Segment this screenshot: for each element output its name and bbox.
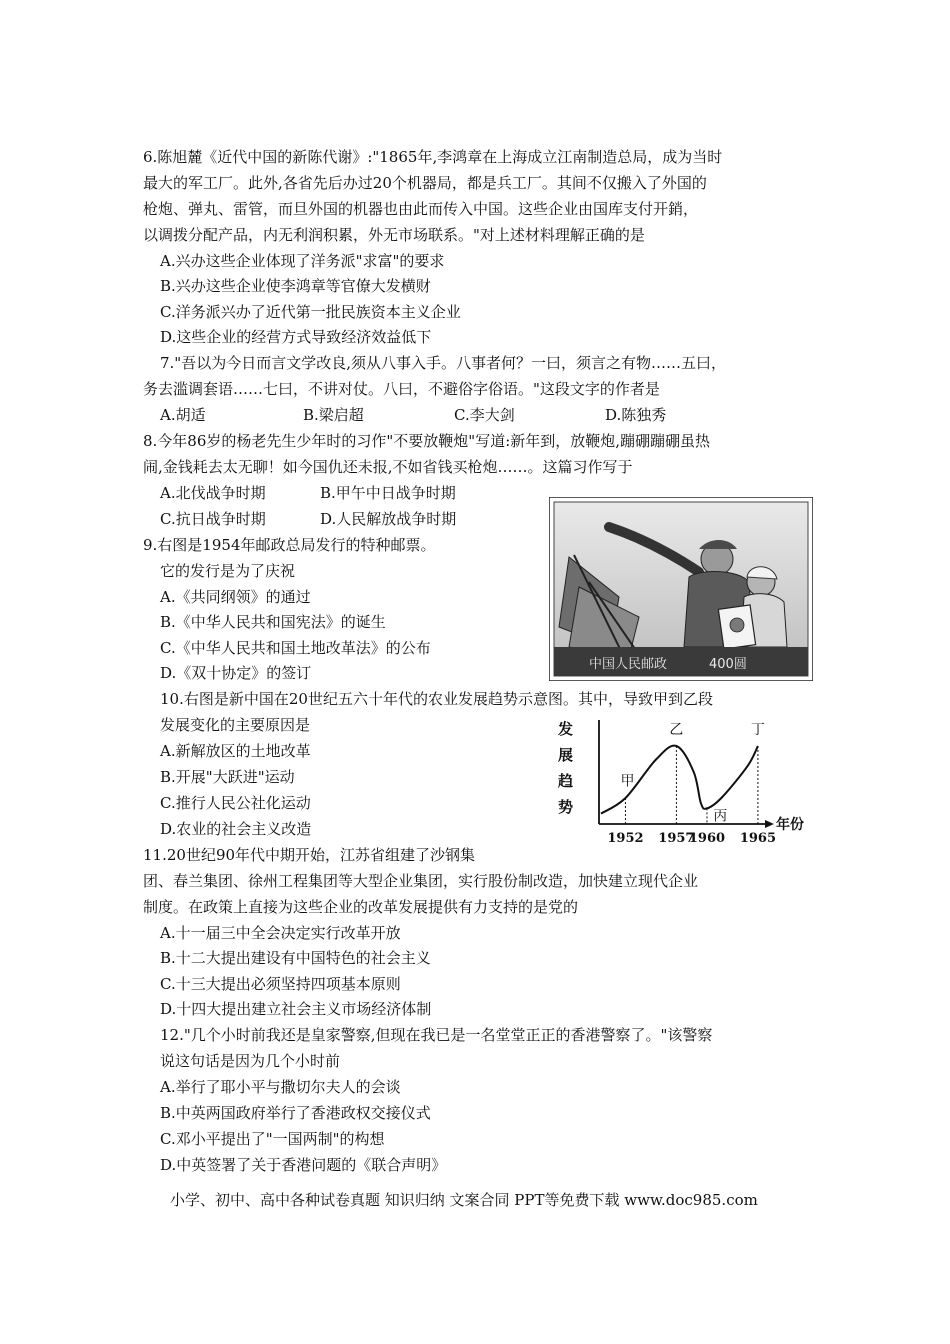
- q11-stem-line-1: 11.20世纪90年代中期开始，江苏省组建了沙钢集: [143, 846, 476, 864]
- q6-option-b: B.兴办这些企业使李鸿章等官僚大发横财: [160, 277, 431, 295]
- q12-option-c: C.邓小平提出了"一国两制"的构想: [160, 1130, 385, 1148]
- q9-stem-line-1: 9.右图是1954年邮政总局发行的特种邮票。: [143, 536, 436, 554]
- chart-segment-label: 丁: [750, 722, 765, 738]
- q12-option-a: A.举行了耶小平与撒切尔夫人的会谈: [160, 1078, 401, 1096]
- q8-stem-line-1: 8.今年86岁的杨老先生少年时的习作"不要放鞭炮"写道:新年到，放鞭炮,蹦硼蹦硼虽热: [143, 432, 711, 450]
- chart-segment-label: 乙: [669, 722, 684, 738]
- q6-stem-line-2: 最大的军工厂。此外,各省先后办过20个机器局，都是兵工厂。其间不仅搬入了外国的: [143, 174, 707, 192]
- chart-xlabel: 年份: [776, 817, 804, 833]
- q12-option-b: B.中英两国政府举行了香港政权交接仪式: [160, 1104, 431, 1122]
- q11-option-d: D.十四大提出建立社会主义市场经济体制: [160, 1000, 432, 1018]
- q11-option-b: B.十二大提出建设有中国特色的社会主义: [160, 949, 431, 967]
- constitution-book: [718, 605, 755, 649]
- page-footer: 小学、初中、高中各种试卷真题 知识归纳 文案合同 PPT等免费下载 www.doc985.com: [170, 1191, 758, 1209]
- q7-stem-line-1: 7."吾以为今日而言文学改良,须从八事入手。八事者何？一曰，须言之有物……五曰，: [160, 354, 726, 372]
- q12-stem-line-2: 说这句话是因为几个小时前: [160, 1052, 341, 1070]
- chart-ylabel-char: 展: [558, 746, 574, 764]
- chart-ylabel-char: 趋: [558, 772, 574, 790]
- q6-option-c: C.洋务派兴办了近代第一批民族资本主义企业: [160, 303, 461, 321]
- q10-option-a: A.新解放区的土地改革: [160, 742, 311, 760]
- agriculture-trend-chart: [552, 714, 812, 848]
- q12-stem-line-1: 12."几个小时前我还是皇家警察,但现在我已是一名堂堂正正的香港警察了。"该警察: [160, 1026, 713, 1044]
- q9-option-d: D.《双十协定》的签订: [160, 664, 312, 682]
- chart-x-axis-arrow: [765, 820, 774, 828]
- chart-x-tick-label: 1965: [739, 831, 777, 846]
- chart-x-tick-label: 1960: [688, 831, 726, 846]
- q11-stem-line-2: 团、春兰集团、徐州工程集团等大型企业集团，实行股份制改造，加快建立现代企业: [143, 872, 699, 890]
- chart-ylabel-char: 势: [558, 798, 574, 816]
- chart-segment-label: 丙: [713, 808, 728, 825]
- q7-option-a: A.胡适: [160, 406, 206, 424]
- q9-option-c: C.《中华人民共和国土地改革法》的公布: [160, 639, 431, 657]
- q6-stem-line-4: 以调拨分配产品，内无利润积累，外无市场联系。"对上述材料理解正确的是: [143, 226, 645, 244]
- q9-stem-line-2: 它的发行是为了庆祝: [160, 562, 296, 580]
- q11-stem-line-3: 制度。在政策上直接为这些企业的改革发展提供有力支持的是党的: [143, 898, 579, 916]
- q10-stem-line-2: 发展变化的主要原因是: [160, 716, 311, 734]
- q10-option-c: C.推行人民公社化运动: [160, 794, 311, 812]
- q10-stem-line-1: 10.右图是新中国在20世纪五六十年代的农业发展趋势示意图。其中，导致甲到乙段: [160, 690, 713, 708]
- q7-option-b: B.梁启超: [303, 406, 364, 424]
- stamp-image: [549, 497, 813, 681]
- q6-stem-line-1: 6.陈旭麓《近代中国的新陈代谢》:"1865年,李鸿章在上海成立江南制造总局，成为当时: [143, 148, 723, 166]
- q8-option-b: B.甲午中日战争时期: [320, 484, 456, 502]
- q11-option-a: A.十一届三中全会决定实行改革开放: [160, 924, 401, 942]
- q8-option-d: D.人民解放战争时期: [320, 510, 457, 528]
- q7-stem-line-2: 务去滥调套语……七曰，不讲对仗。八曰，不避俗字俗语。"这段文字的作者是: [143, 380, 660, 398]
- q6-stem-line-3: 枪炮、弹丸、雷管，而旦外国的机器也由此而传入中国。这些企业由国库支付开銷，: [143, 200, 699, 218]
- q10-option-d: D.农业的社会主义改造: [160, 820, 312, 838]
- chart-ylabel: [557, 720, 573, 816]
- q7-option-d: D.陈独秀: [605, 406, 667, 424]
- q9-option-b: B.《中华人民共和国宪法》的诞生: [160, 613, 386, 631]
- q7-option-c: C.李大剑: [454, 406, 515, 424]
- q11-option-c: C.十三大提出必须坚持四项基本原则: [160, 975, 401, 993]
- q6-option-d: D.这些企业的经营方式导致经济效益低下: [160, 328, 432, 346]
- q8-stem-line-2: 闹,金钱耗去太无聊！如今国仇还未报,不如省钱买枪炮……。这篇习作写于: [143, 458, 633, 476]
- stamp-country-text: 中国人民邮政: [589, 657, 668, 672]
- q10-option-b: B.开展"大跃进"运动: [160, 768, 295, 786]
- q6-option-a: A.兴办这些企业体现了洋务派"求富"的要求: [160, 252, 445, 270]
- chart-segment-label: 甲: [620, 773, 635, 790]
- chart-x-tick-label: 1952: [607, 831, 644, 846]
- q8-option-a: A.北伐战争时期: [160, 484, 266, 502]
- q8-option-c: C.抗日战争时期: [160, 510, 266, 528]
- chart-x-tick-label: 1957: [658, 831, 695, 846]
- q12-option-d: D.中英签署了关于香港问题的《联合声明》: [160, 1156, 447, 1174]
- q9-option-a: A.《共同纲领》的通过: [160, 588, 311, 606]
- stamp-denomination-text: 400圆: [709, 657, 747, 672]
- chart-ylabel-char: 发: [558, 720, 574, 738]
